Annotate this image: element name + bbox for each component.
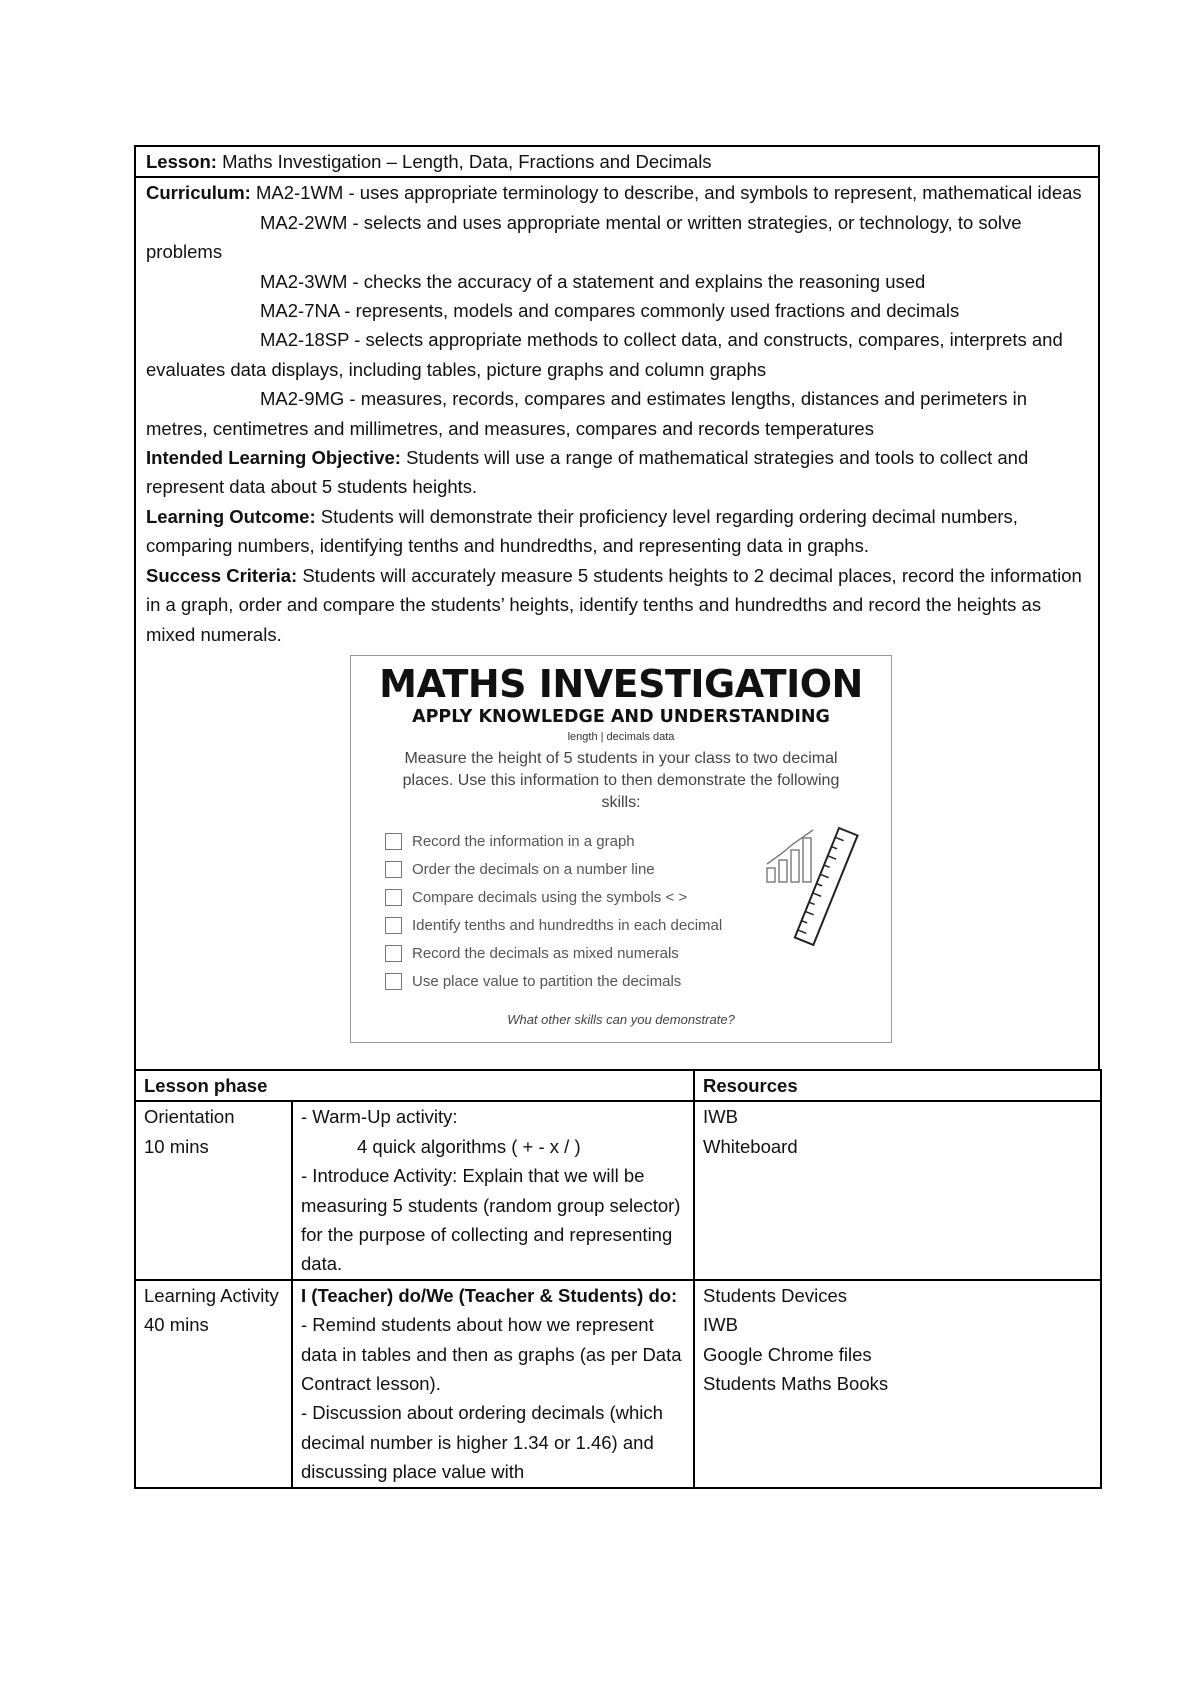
curriculum-text: MA2-18SP - selects appropriate methods to collect data, and constructs, compares, interprets and evaluates data displays, including tables, picture graphs and column graphs bbox=[146, 329, 1063, 380]
curriculum-item-6 bbox=[146, 384, 1090, 443]
curriculum-item-3 bbox=[146, 267, 1090, 296]
checkbox-icon bbox=[385, 973, 402, 990]
skill-label: Record the information in a graph bbox=[412, 833, 635, 851]
learning-phase-cell bbox=[135, 1280, 292, 1488]
learning-resources-cell bbox=[694, 1280, 1101, 1488]
curriculum-item-4 bbox=[146, 296, 1090, 325]
card-title: MATHS INVESTIGATION bbox=[379, 661, 863, 706]
resource-item: IWB bbox=[703, 1314, 738, 1336]
orientation-resources-cell bbox=[694, 1101, 1101, 1279]
introduce-activity bbox=[301, 1161, 685, 1279]
lesson-title: Maths Investigation – Length, Data, Fractions and Decimals bbox=[222, 151, 712, 172]
skill-label: Record the decimals as mixed numerals bbox=[412, 945, 679, 963]
curriculum-item-1 bbox=[146, 178, 1090, 207]
skill-item bbox=[385, 828, 722, 856]
card-intro: Measure the height of 5 students in your class to two decimal places. Use this information to then demonstrate the following skills: bbox=[402, 749, 840, 811]
curriculum-text: MA2-7NA - represents, models and compares commonly used fractions and decimals bbox=[260, 300, 960, 322]
curriculum-label: Curriculum: bbox=[146, 182, 251, 204]
curriculum-item-2 bbox=[146, 208, 1090, 267]
orientation-phase-cell bbox=[135, 1101, 292, 1279]
objective-label: Intended Learning Objective: bbox=[146, 447, 401, 469]
success-label: Success Criteria: bbox=[146, 564, 298, 586]
skill-item bbox=[385, 856, 722, 884]
checkbox-icon bbox=[385, 861, 402, 878]
curriculum-item-5 bbox=[146, 325, 1090, 384]
resource-item: IWB bbox=[703, 1106, 738, 1128]
lesson-overview-table bbox=[134, 145, 1100, 1071]
objective bbox=[146, 443, 1090, 502]
checkbox-icon bbox=[385, 945, 402, 962]
learning-heading: I (Teacher) do/We (Teacher & Students) do: bbox=[301, 1284, 678, 1306]
lesson-plan-document bbox=[134, 145, 1100, 1489]
investigation-card bbox=[350, 655, 892, 1043]
skill-item bbox=[385, 968, 722, 996]
lesson-phase-heading: Lesson phase bbox=[144, 1074, 268, 1096]
card-illustration bbox=[761, 820, 871, 950]
orientation-row bbox=[135, 1101, 1101, 1279]
phase-name: Learning Activity bbox=[144, 1284, 279, 1306]
resource-item: Students Devices bbox=[703, 1284, 847, 1306]
card-footer: What other skills can you demonstrate? bbox=[507, 1011, 735, 1027]
skill-label: Order the decimals on a number line bbox=[412, 861, 655, 879]
resources-header bbox=[694, 1070, 1101, 1101]
success-criteria bbox=[146, 561, 1090, 649]
skills-checklist bbox=[385, 828, 722, 996]
orientation-activity-cell bbox=[292, 1101, 694, 1279]
phase-time: 10 mins bbox=[144, 1135, 209, 1157]
lesson-phase-header bbox=[135, 1070, 694, 1101]
ruler-icon bbox=[795, 828, 858, 945]
lesson-phases-table bbox=[134, 1069, 1102, 1489]
skill-label: Compare decimals using the symbols < > bbox=[412, 889, 688, 907]
card-topics: length | decimals data bbox=[567, 730, 675, 743]
lesson-label: Lesson: bbox=[146, 151, 217, 172]
skill-label: Identify tenths and hundredths in each decimal bbox=[412, 917, 723, 935]
resource-item: Students Maths Books bbox=[703, 1372, 889, 1394]
curriculum-text: MA2-2WM - selects and uses appropriate mental or written strategies, or technology, to solve problems bbox=[146, 211, 1022, 263]
success-text: Students will accurately measure 5 students heights to 2 decimal places, record the information in a graph, order and compare the students’ heights, identify tenths and hundredths and record the heights as mixed numerals. bbox=[146, 564, 1082, 645]
outcome-label: Learning Outcome: bbox=[146, 505, 316, 527]
learning-activity-row bbox=[135, 1280, 1101, 1488]
learning-outcome bbox=[146, 502, 1090, 561]
learning-point: - Remind students about how we represent data in tables and then as graphs (as per Data Contract lesson). bbox=[301, 1314, 682, 1394]
learning-point: - Discussion about ordering decimals (which decimal number is higher 1.34 or 1.46) and discussing place value with bbox=[301, 1402, 663, 1483]
bar-graph-icon bbox=[767, 830, 813, 882]
lesson-details-cell bbox=[135, 177, 1099, 1070]
phase-name: Orientation bbox=[144, 1106, 235, 1128]
introduce-text: Explain that we will be measuring 5 students (random group selector) for the purpose of collecting and representing data. bbox=[301, 1165, 681, 1275]
card-subtitle: APPLY KNOWLEDGE AND UNDERSTANDING bbox=[412, 706, 830, 727]
objective-text: Students will use a range of mathematical strategies and tools to collect and represent data about 5 students heights. bbox=[146, 447, 1029, 498]
lesson-title-cell bbox=[135, 146, 1099, 177]
learning-activity-cell bbox=[292, 1280, 694, 1488]
phase-time: 40 mins bbox=[144, 1314, 209, 1336]
resource-item: Google Chrome files bbox=[703, 1343, 872, 1365]
resources-heading: Resources bbox=[703, 1074, 798, 1096]
resource-item: Whiteboard bbox=[703, 1135, 798, 1157]
skill-item bbox=[385, 912, 722, 940]
skill-item bbox=[385, 884, 722, 912]
skill-item bbox=[385, 940, 722, 968]
warmup-label: - Warm-Up activity: bbox=[301, 1106, 458, 1128]
checkbox-icon bbox=[385, 889, 402, 906]
warmup-detail: 4 quick algorithms ( + - x / ) bbox=[357, 1135, 581, 1157]
curriculum-text: MA2-9MG - measures, records, compares and estimates lengths, distances and perimeters in metres, centimetres and millimetres, and measures, compares and records temperatures bbox=[146, 388, 1028, 439]
outcome-text: Students will demonstrate their proficiency level regarding ordering decimal numbers, comparing numbers, identifying tenths and hundredths, and representing data in graphs. bbox=[146, 505, 1018, 557]
checkbox-icon bbox=[385, 917, 402, 934]
curriculum-text: MA2-3WM - checks the accuracy of a statement and explains the reasoning used bbox=[260, 270, 926, 292]
curriculum-text: MA2-1WM - uses appropriate terminology to describe, and symbols to represent, mathematical ideas bbox=[255, 182, 1082, 204]
introduce-label: - Introduce Activity: bbox=[301, 1165, 458, 1187]
checkbox-icon bbox=[385, 833, 402, 850]
skill-label: Use place value to partition the decimals bbox=[412, 973, 682, 991]
investigation-card-area bbox=[146, 649, 1090, 1069]
